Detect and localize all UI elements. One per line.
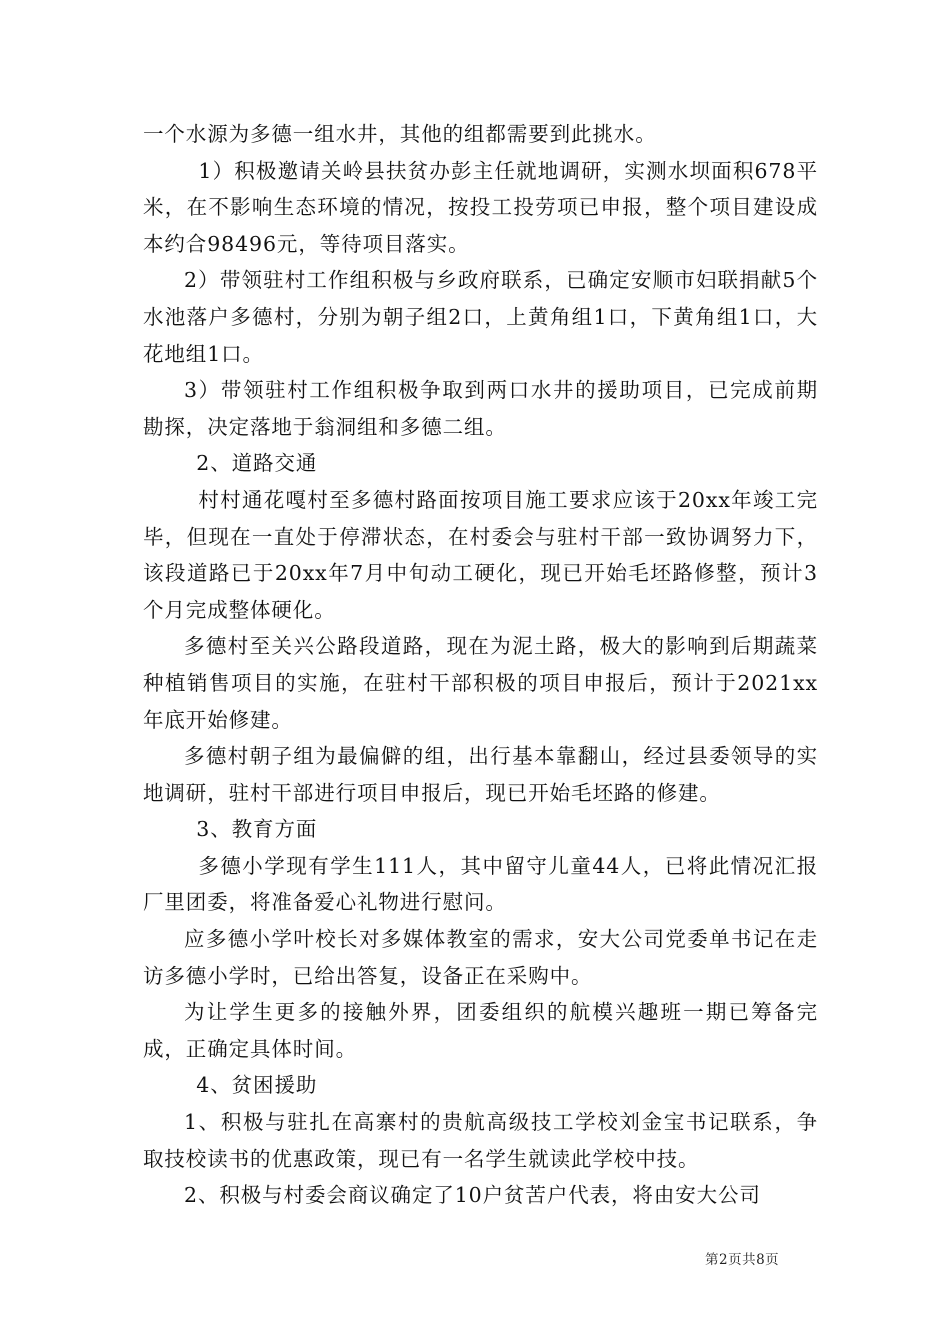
- paragraph-aid-item-2: 2、积极与村委会商议确定了10户贫苦户代表，将由安大公司: [184, 1183, 761, 1208]
- paragraph-road-guanxing: 多德村至关兴公路段道路，现在为泥土路，极大的影响到后期蔬菜种植销售项目的实施，在驻村干部积极的项目申报后，预计于2021xx年底开始修建。: [143, 634, 818, 732]
- paragraph-water-source: 一个水源为多德一组水井，其他的组都需要到此挑水。: [143, 122, 657, 146]
- paragraph-aid-item-1: 1、积极与驻扎在高寨村的贵航高级技工学校刘金宝书记联系，争取技校读书的优惠政策，现已有一名学生就读此学校中技。: [143, 1110, 818, 1171]
- paragraph-item-2-water-pools: 2）带领驻村工作组积极与乡政府联系，已确定安顺市妇联捐献5个水池落户多德村，分别为朝子组2口，上黄角组1口，下黄角组1口，大花地组1口。: [143, 268, 818, 366]
- paragraph-school-students: 多德小学现有学生111人，其中留守儿童44人，已将此情况汇报厂里团委，将准备爱心礼物进行慰问。: [143, 853, 818, 915]
- section-heading-poverty-aid: 4、贫困援助: [196, 1073, 318, 1098]
- paragraph-item-1-dam: 1）积极邀请关岭县扶贫办彭主任就地调研，实测水坝面积678平米，在不影响生态环境的情况，按投工投劳项已申报，整个项目建设成本约合98496元，等待项目落实。: [143, 158, 818, 256]
- paragraph-multimedia-classroom: 应多德小学叶校长对多媒体教室的需求，安大公司党委单书记在走访多德小学时，已给出答复，设备正在采购中。: [143, 927, 818, 988]
- paragraph-item-3-wells: 3）带领驻村工作组积极争取到两口水井的援助项目，已完成前期勘探，决定落地于翁洞组和多德二组。: [143, 378, 818, 439]
- paragraph-road-huaga: 村村通花嘎村至多德村路面按项目施工要求应该于20xx年竣工完毕，但现在一直处于停滞状态，在村委会与驻村干部一致协调努力下，该段道路已于20xx年7月中旬动工硬化，现已开始毛坯路修整，预计3个月完成整体硬化。: [143, 487, 818, 622]
- paragraph-road-chaozi: 多德村朝子组为最偏僻的组，出行基本靠翻山，经过县委领导的实地调研，驻村干部进行项目申报后，现已开始毛坯路的修建。: [143, 744, 818, 805]
- section-heading-road-traffic: 2、道路交通: [196, 451, 318, 476]
- document-body: [143, 116, 818, 1214]
- page-number-footer: 第2页共8页: [705, 1252, 780, 1268]
- paragraph-model-club: 为让学生更多的接触外界，团委组织的航模兴趣班一期已筹备完成，正确定具体时间。: [143, 1000, 818, 1061]
- section-heading-education: 3、教育方面: [196, 817, 318, 842]
